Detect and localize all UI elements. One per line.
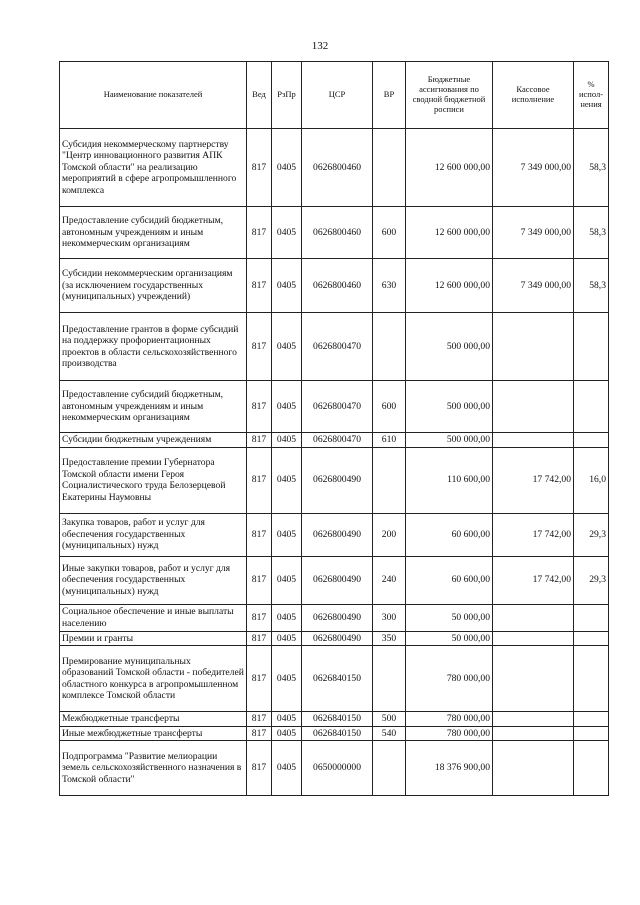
row-csr: 0626800460	[302, 259, 373, 313]
row-ved: 817	[247, 207, 272, 259]
row-rzpr: 0405	[272, 646, 302, 712]
row-vr: 300	[373, 604, 406, 631]
table-row	[60, 433, 609, 448]
table-header-row	[60, 62, 609, 129]
row-percent: 29,3	[574, 556, 609, 604]
row-assignments: 60 600,00	[406, 513, 493, 556]
row-csr: 0626840150	[302, 712, 373, 727]
row-rzpr: 0405	[272, 726, 302, 741]
row-cash-execution: 7 349 000,00	[493, 259, 574, 313]
row-rzpr: 0405	[272, 741, 302, 796]
row-cash-execution	[493, 433, 574, 448]
page-number: 132	[311, 40, 329, 52]
header-cash-execution: Кассовое исполнение	[493, 62, 574, 129]
row-cash-execution	[493, 381, 574, 433]
row-cash-execution: 7 349 000,00	[493, 207, 574, 259]
row-cash-execution	[493, 741, 574, 796]
row-csr: 0626800470	[302, 381, 373, 433]
row-name: Субсидии некоммерческим организациям (за исключением государственных (муниципальных) учреждений)	[60, 259, 247, 313]
table-row	[60, 129, 609, 207]
row-ved: 817	[247, 433, 272, 448]
row-ved: 817	[247, 129, 272, 207]
row-vr: 350	[373, 631, 406, 646]
row-ved: 817	[247, 259, 272, 313]
row-csr: 0626800490	[302, 447, 373, 513]
row-percent	[574, 726, 609, 741]
header-rzpr: РзПр	[272, 62, 302, 129]
row-csr: 0626800490	[302, 556, 373, 604]
row-vr: 240	[373, 556, 406, 604]
row-csr: 0626800460	[302, 207, 373, 259]
table-row	[60, 513, 609, 556]
header-percent: % испол-нения	[574, 62, 609, 129]
row-ved: 817	[247, 513, 272, 556]
row-cash-execution: 7 349 000,00	[493, 129, 574, 207]
row-cash-execution: 17 742,00	[493, 447, 574, 513]
row-assignments: 12 600 000,00	[406, 259, 493, 313]
row-ved: 817	[247, 313, 272, 381]
header-ved: Вед	[247, 62, 272, 129]
row-name: Иные межбюджетные трансферты	[60, 726, 247, 741]
row-assignments: 500 000,00	[406, 433, 493, 448]
row-percent	[574, 381, 609, 433]
table-row	[60, 741, 609, 796]
row-assignments: 500 000,00	[406, 313, 493, 381]
row-name: Закупка товаров, работ и услуг для обеспечения государственных (муниципальных) нужд	[60, 513, 247, 556]
row-percent: 58,3	[574, 129, 609, 207]
row-vr	[373, 447, 406, 513]
row-vr: 630	[373, 259, 406, 313]
row-rzpr: 0405	[272, 513, 302, 556]
row-ved: 817	[247, 556, 272, 604]
row-percent	[574, 313, 609, 381]
row-rzpr: 0405	[272, 313, 302, 381]
budget-execution-table	[59, 61, 609, 796]
row-csr: 0626800460	[302, 129, 373, 207]
row-cash-execution	[493, 646, 574, 712]
table-row	[60, 726, 609, 741]
row-assignments: 780 000,00	[406, 726, 493, 741]
row-name: Межбюджетные трансферты	[60, 712, 247, 727]
row-rzpr: 0405	[272, 447, 302, 513]
row-cash-execution	[493, 726, 574, 741]
table-row	[60, 259, 609, 313]
row-cash-execution	[493, 631, 574, 646]
row-rzpr: 0405	[272, 129, 302, 207]
row-cash-execution: 17 742,00	[493, 513, 574, 556]
row-name: Премирование муниципальных образований Томской области - победителей областного конкурса в агропромышленном комплексе Томской области	[60, 646, 247, 712]
table-row	[60, 646, 609, 712]
row-name: Социальное обеспечение и иные выплаты населению	[60, 604, 247, 631]
row-vr: 200	[373, 513, 406, 556]
row-vr: 540	[373, 726, 406, 741]
row-vr: 600	[373, 381, 406, 433]
row-percent	[574, 712, 609, 727]
header-name: Наименование показателей	[60, 62, 247, 129]
row-rzpr: 0405	[272, 712, 302, 727]
row-cash-execution	[493, 604, 574, 631]
row-percent	[574, 604, 609, 631]
row-csr: 0626840150	[302, 726, 373, 741]
row-name: Предоставление премии Губернатора Томской области имени Героя Социалистического труда Белозерцевой Екатерины Наумовны	[60, 447, 247, 513]
row-percent: 29,3	[574, 513, 609, 556]
row-ved: 817	[247, 646, 272, 712]
row-vr	[373, 313, 406, 381]
row-percent	[574, 741, 609, 796]
row-rzpr: 0405	[272, 604, 302, 631]
row-assignments: 50 000,00	[406, 631, 493, 646]
row-assignments: 780 000,00	[406, 712, 493, 727]
table-row	[60, 207, 609, 259]
row-rzpr: 0405	[272, 631, 302, 646]
row-rzpr: 0405	[272, 259, 302, 313]
row-percent	[574, 631, 609, 646]
table-row	[60, 604, 609, 631]
row-assignments: 18 376 900,00	[406, 741, 493, 796]
table-row	[60, 631, 609, 646]
row-assignments: 500 000,00	[406, 381, 493, 433]
row-cash-execution	[493, 712, 574, 727]
row-vr	[373, 646, 406, 712]
table-row	[60, 712, 609, 727]
row-rzpr: 0405	[272, 381, 302, 433]
row-assignments: 50 000,00	[406, 604, 493, 631]
row-vr	[373, 129, 406, 207]
row-assignments: 60 600,00	[406, 556, 493, 604]
row-rzpr: 0405	[272, 433, 302, 448]
table-row	[60, 447, 609, 513]
row-csr: 0626800470	[302, 433, 373, 448]
row-percent	[574, 646, 609, 712]
row-vr: 600	[373, 207, 406, 259]
row-csr: 0626800490	[302, 631, 373, 646]
header-assignments: Бюджетные ассигнования по сводной бюджетной росписи	[406, 62, 493, 129]
table-row	[60, 381, 609, 433]
row-ved: 817	[247, 631, 272, 646]
row-percent	[574, 433, 609, 448]
row-assignments: 110 600,00	[406, 447, 493, 513]
row-csr: 0650000000	[302, 741, 373, 796]
row-vr	[373, 741, 406, 796]
row-percent: 16,0	[574, 447, 609, 513]
row-name: Иные закупки товаров, работ и услуг для обеспечения государственных (муниципальных) нужд	[60, 556, 247, 604]
row-cash-execution	[493, 313, 574, 381]
row-name: Субсидии бюджетным учреждениям	[60, 433, 247, 448]
row-ved: 817	[247, 381, 272, 433]
row-assignments: 12 600 000,00	[406, 207, 493, 259]
row-csr: 0626800490	[302, 513, 373, 556]
row-name: Предоставление субсидий бюджетным, автономным учреждениям и иным некоммерческим организациям	[60, 381, 247, 433]
table-row	[60, 556, 609, 604]
header-vr: ВР	[373, 62, 406, 129]
row-name: Субсидия некоммерческому партнерству "Центр инновационного развития АПК Томской области" на реализацию мероприятий в сфере агропромышленного комплекса	[60, 129, 247, 207]
row-cash-execution: 17 742,00	[493, 556, 574, 604]
row-vr: 610	[373, 433, 406, 448]
row-name: Подпрограмма "Развитие мелиорации земель сельскохозяйственного назначения в Томской области"	[60, 741, 247, 796]
row-csr: 0626800470	[302, 313, 373, 381]
row-percent: 58,3	[574, 259, 609, 313]
row-ved: 817	[247, 447, 272, 513]
row-rzpr: 0405	[272, 556, 302, 604]
row-name: Предоставление субсидий бюджетным, автономным учреждениям и иным некоммерческим организациям	[60, 207, 247, 259]
row-ved: 817	[247, 726, 272, 741]
row-assignments: 12 600 000,00	[406, 129, 493, 207]
row-ved: 817	[247, 712, 272, 727]
row-name: Предоставление грантов в форме субсидий на поддержку профориентационных проектов в области сельскохозяйственного производства	[60, 313, 247, 381]
row-csr: 0626840150	[302, 646, 373, 712]
row-csr: 0626800490	[302, 604, 373, 631]
row-name: Премии и гранты	[60, 631, 247, 646]
header-csr: ЦСР	[302, 62, 373, 129]
row-percent: 58,3	[574, 207, 609, 259]
row-assignments: 780 000,00	[406, 646, 493, 712]
row-ved: 817	[247, 604, 272, 631]
row-vr: 500	[373, 712, 406, 727]
row-rzpr: 0405	[272, 207, 302, 259]
table-row	[60, 313, 609, 381]
row-ved: 817	[247, 741, 272, 796]
